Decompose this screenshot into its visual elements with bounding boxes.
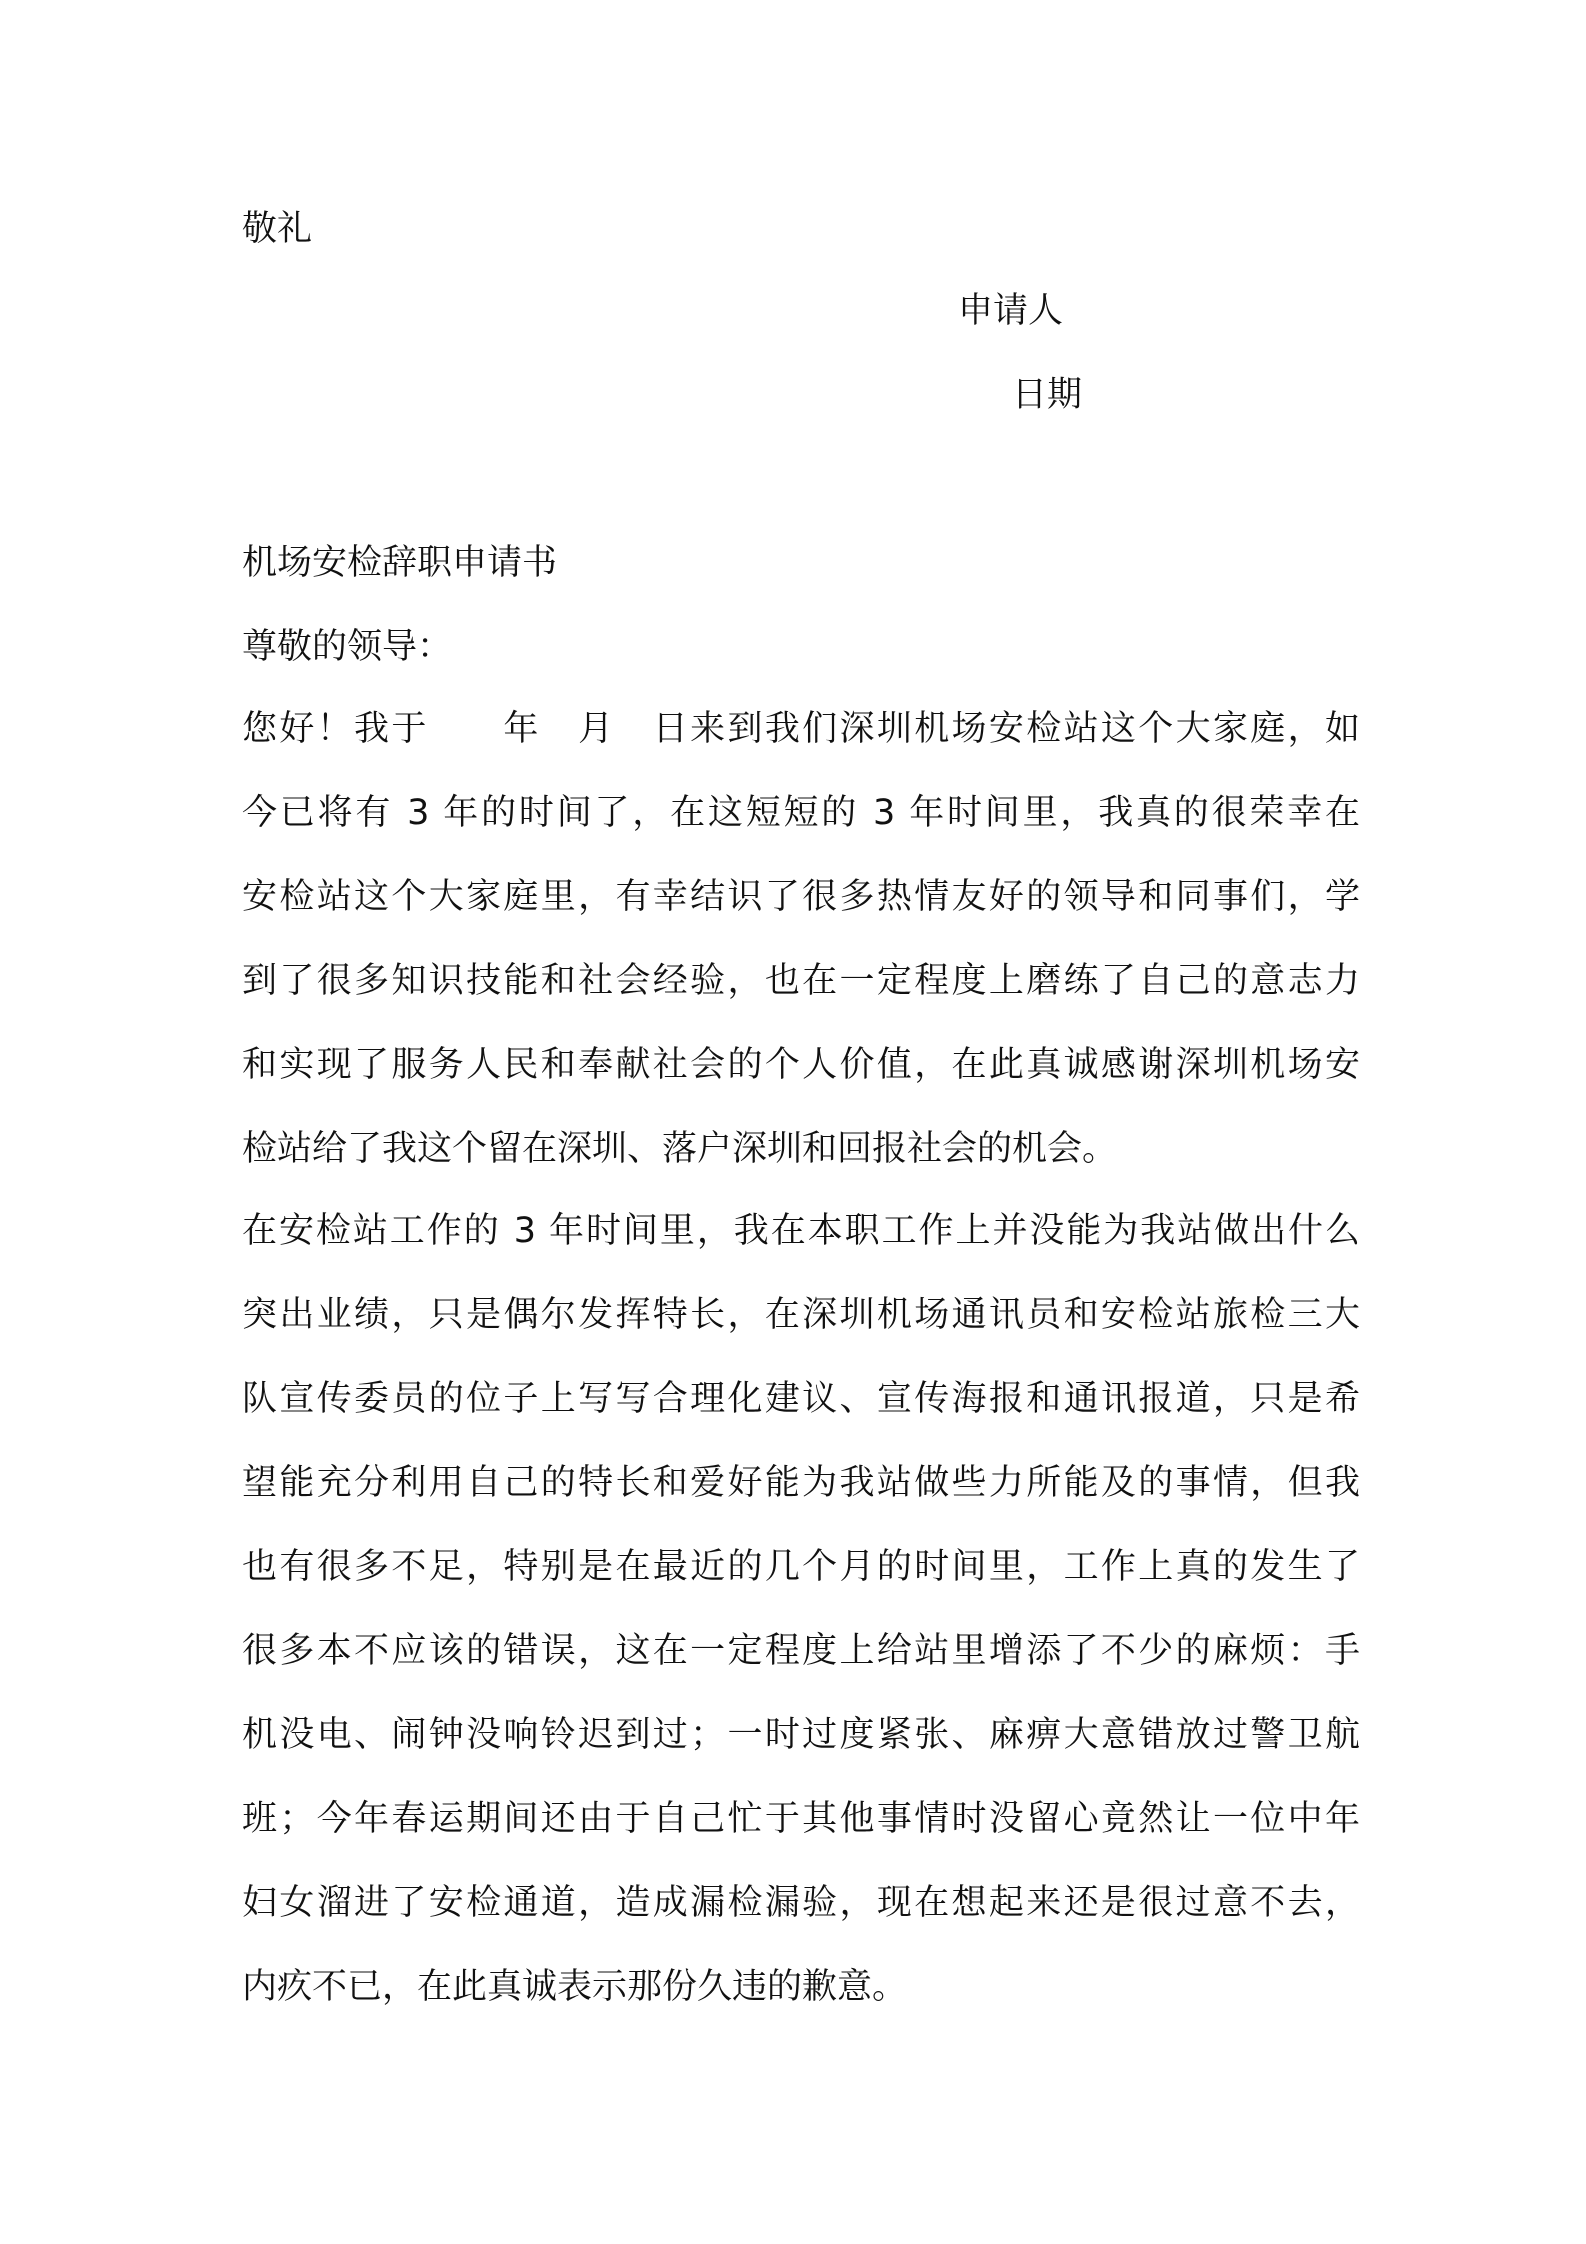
body-line: 到了很多知识技能和社会经验，也在一定程度上磨练了自己的意志力 [242, 961, 1360, 1001]
body-line: 您好！我于 年 月 日来到我们深圳机场安检站这个大家庭，如 [242, 709, 1360, 749]
letter-title: 机场安检辞职申请书 [242, 543, 558, 583]
body-line: 和实现了服务人民和奉献社会的个人价值，在此真诚感谢深圳机场安 [242, 1045, 1360, 1085]
body-line: 望能充分利用自己的特长和爱好能为我站做些力所能及的事情，但我 [242, 1463, 1360, 1503]
body-line: 检站给了我这个留在深圳、落户深圳和回报社会的机会。 [242, 1129, 1118, 1169]
body-line: 在安检站工作的 3 年时间里，我在本职工作上并没能为我站做出什么 [242, 1211, 1360, 1251]
letter-greeting: 尊敬的领导： [242, 627, 453, 667]
body-line: 突出业绩，只是偶尔发挥特长，在深圳机场通讯员和安检站旅检三大 [242, 1295, 1360, 1335]
date-label: 日期 [1012, 375, 1083, 415]
body-line: 妇女溜进了安检通道，造成漏检漏验，现在想起来还是很过意不去， [242, 1883, 1360, 1923]
body-line: 今已将有 3 年的时间了，在这短短的 3 年时间里，我真的很荣幸在 [242, 793, 1360, 833]
body-line: 机没电、闹钟没响铃迟到过；一时过度紧张、麻痹大意错放过警卫航 [242, 1715, 1360, 1755]
body-line: 很多本不应该的错误，这在一定程度上给站里增添了不少的麻烦：手 [242, 1631, 1360, 1671]
closing-salutation: 敬礼 [242, 209, 313, 249]
body-line: 也有很多不足，特别是在最近的几个月的时间里，工作上真的发生了 [242, 1547, 1360, 1587]
body-line: 内疚不已，在此真诚表示那份久违的歉意。 [242, 1967, 908, 2007]
body-line: 安检站这个大家庭里，有幸结识了很多热情友好的领导和同事们，学 [242, 877, 1360, 917]
body-line: 班；今年春运期间还由于自己忙于其他事情时没留心竟然让一位中年 [242, 1799, 1360, 1839]
body-line: 队宣传委员的位子上写写合理化建议、宣传海报和通讯报道，只是希 [242, 1379, 1360, 1419]
applicant-label: 申请人 [958, 291, 1064, 331]
